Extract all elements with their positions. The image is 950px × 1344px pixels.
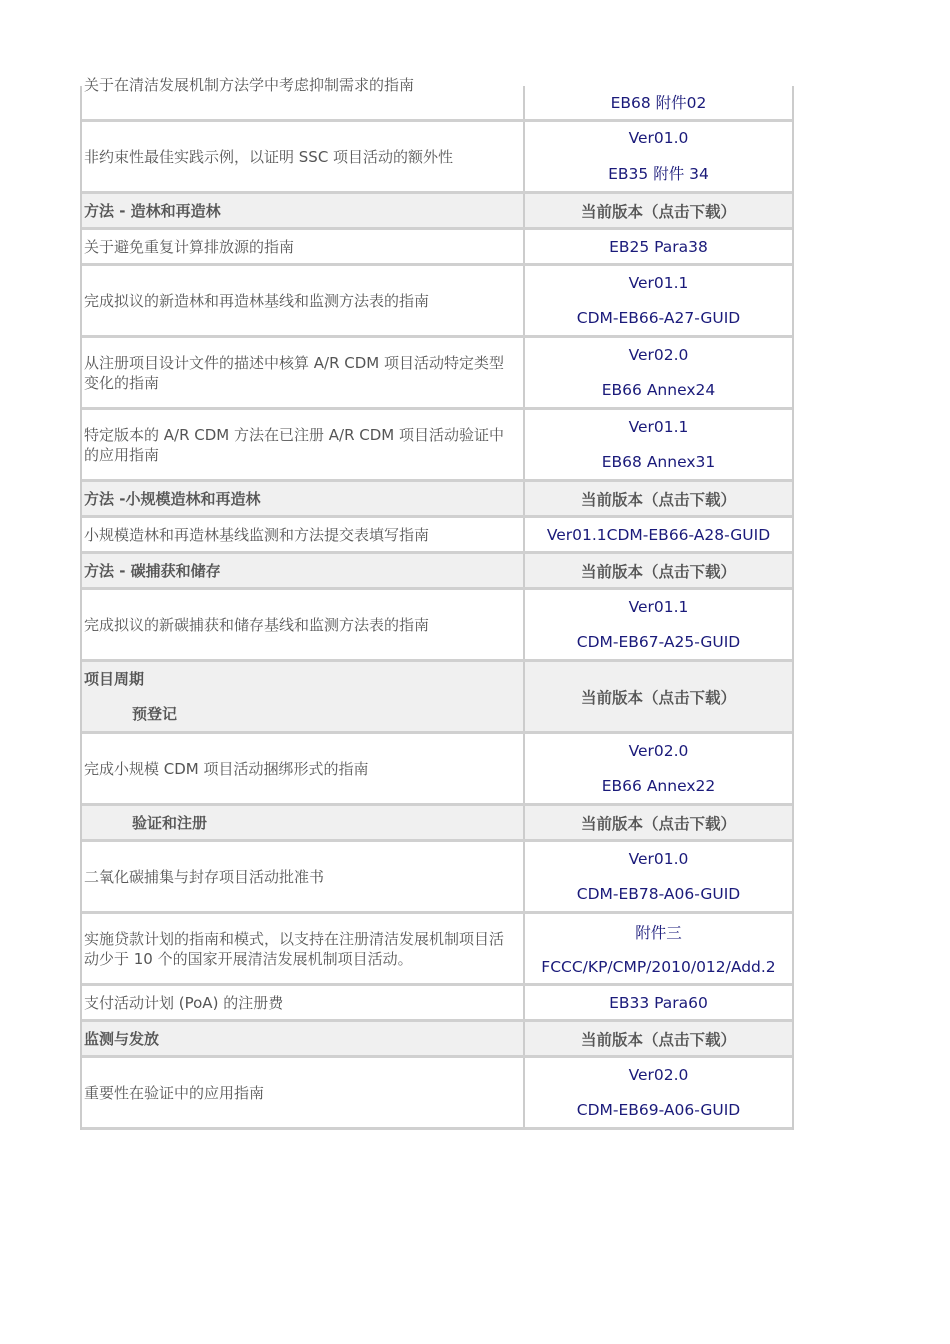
document-title-cell [82, 734, 525, 803]
section-title: 项目周期 [84, 670, 145, 689]
download-link[interactable]: CDM-EB66-A27-GUID [576, 308, 741, 327]
document-title-cell [82, 410, 525, 479]
download-link[interactable]: EB35 附件 34 [608, 164, 709, 183]
document-title: 支付活动计划 (PoA) 的注册费 [84, 993, 284, 1012]
document-title: 关于避免重复计算排放源的指南 [84, 237, 295, 256]
document-title: 二氧化碳捕集与封存项目活动批准书 [84, 867, 325, 886]
section-title-cell [82, 662, 525, 731]
document-title: 从注册项目设计文件的描述中核算 A/R CDM 项目活动特定类型变化的指南 [84, 353, 505, 392]
download-link[interactable]: Ver02.0 [628, 346, 689, 365]
column-header-label: 当前版本（点击下载） [580, 562, 736, 581]
document-title-cell [82, 914, 525, 983]
version-cell [525, 590, 792, 659]
version-cell [525, 230, 792, 263]
section-title-cell [82, 482, 525, 515]
document-title: 特定版本的 A/R CDM 方法在已注册 A/R CDM 项目活动验证中的应用指南 [84, 425, 505, 464]
column-header-cell [525, 1022, 792, 1055]
column-header-label: 当前版本（点击下载） [580, 1030, 736, 1049]
document-title-cell [82, 230, 525, 263]
table-row [82, 75, 792, 122]
table-row [82, 986, 792, 1022]
table-row [82, 230, 792, 266]
version-cell [525, 266, 792, 335]
document-title-cell [82, 75, 525, 119]
document-title: 非约束性最佳实践示例，以证明 SSC 项目活动的额外性 [84, 147, 454, 166]
version-cell [525, 1058, 792, 1127]
column-header-cell [525, 194, 792, 227]
column-header-cell [525, 662, 792, 731]
section-title: 验证和注册 [132, 813, 208, 832]
table-row [82, 590, 792, 662]
guidance-table [80, 75, 794, 1130]
table-row [82, 266, 792, 338]
version-cell [525, 410, 792, 479]
column-header-cell [525, 482, 792, 515]
download-link[interactable]: FCCC/KP/CMP/2010/012/Add.2 [541, 957, 776, 976]
download-link[interactable]: Ver01.1 [628, 418, 689, 437]
download-link[interactable]: EB68 Annex31 [601, 452, 716, 471]
download-link[interactable]: EB66 Annex24 [601, 380, 716, 399]
document-title-cell [82, 338, 525, 407]
version-cell [525, 518, 792, 551]
table-row [82, 518, 792, 554]
version-cell [525, 842, 792, 911]
section-header-row [82, 806, 792, 842]
section-header-row [82, 662, 792, 734]
column-header-label: 当前版本（点击下载） [580, 202, 736, 221]
section-title: 方法 -小规模造林和再造林 [84, 489, 261, 508]
document-title: 完成小规模 CDM 项目活动捆绑形式的指南 [84, 759, 369, 778]
download-link[interactable]: Ver01.0 [628, 129, 689, 148]
version-cell [525, 338, 792, 407]
column-header-cell [525, 554, 792, 587]
download-link[interactable]: Ver01.0 [628, 850, 689, 869]
download-link[interactable]: CDM-EB69-A06-GUID [576, 1100, 741, 1119]
table-row [82, 914, 792, 986]
column-header-label: 当前版本（点击下载） [580, 490, 736, 509]
document-title-cell [82, 1058, 525, 1127]
document-title-cell [82, 266, 525, 335]
document-title: 完成拟议的新造林和再造林基线和监测方法表的指南 [84, 291, 430, 310]
section-header-row [82, 482, 792, 518]
download-link[interactable]: Ver01.1 [628, 274, 689, 293]
column-header-label: 当前版本（点击下载） [580, 814, 736, 833]
download-link[interactable]: Ver01.1CDM-EB66-A28-GUID [546, 525, 771, 544]
column-header-label: 当前版本（点击下载） [580, 688, 736, 707]
document-title-cell [82, 590, 525, 659]
section-header-row [82, 554, 792, 590]
document-title-cell [82, 842, 525, 911]
table-row [82, 842, 792, 914]
table-row [82, 1058, 792, 1130]
section-subtitle: 预登记 [132, 704, 178, 723]
download-link[interactable]: Ver01.1 [628, 598, 689, 617]
section-title-cell [82, 806, 525, 839]
document-title-cell [82, 518, 525, 551]
section-title: 监测与发放 [84, 1029, 160, 1048]
download-link[interactable]: CDM-EB67-A25-GUID [576, 632, 741, 651]
table-row [82, 122, 792, 194]
section-title-cell [82, 554, 525, 587]
section-title: 方法 - 碳捕获和储存 [84, 561, 221, 580]
version-cell [525, 734, 792, 803]
section-title-cell [82, 194, 525, 227]
column-header-cell [525, 806, 792, 839]
download-link[interactable]: CDM-EB78-A06-GUID [576, 884, 741, 903]
section-title-cell [82, 1022, 525, 1055]
version-cell [525, 86, 792, 119]
document-title: 实施贷款计划的指南和模式，以支持在注册清洁发展机制项目活动少于 10 个的国家开展清洁发展机制项目活动。 [84, 929, 505, 968]
document-title: 关于在清洁发展机制方法学中考虑抑制需求的指南 [84, 75, 415, 94]
download-link[interactable]: EB25 Para38 [609, 237, 708, 256]
section-header-row [82, 1022, 792, 1058]
table-row [82, 410, 792, 482]
document-title: 重要性在验证中的应用指南 [84, 1083, 265, 1102]
section-title: 方法 - 造林和再造林 [84, 201, 221, 220]
download-link[interactable]: EB33 Para60 [609, 993, 708, 1012]
download-link[interactable]: EB68 附件02 [610, 94, 707, 112]
download-link[interactable]: Ver02.0 [628, 1066, 689, 1085]
document-title-cell [82, 122, 525, 191]
version-cell [525, 914, 792, 983]
table-row [82, 338, 792, 410]
table-row [82, 734, 792, 806]
document-title: 小规模造林和再造林基线监测和方法提交表填写指南 [84, 525, 430, 544]
download-link[interactable]: Ver02.0 [628, 742, 689, 761]
document-title-cell [82, 986, 525, 1019]
section-header-row [82, 194, 792, 230]
version-cell [525, 122, 792, 191]
download-link[interactable]: EB66 Annex22 [601, 776, 716, 795]
download-link[interactable]: 附件三 [635, 924, 682, 943]
document-title: 完成拟议的新碳捕获和储存基线和监测方法表的指南 [84, 615, 430, 634]
version-cell [525, 986, 792, 1019]
